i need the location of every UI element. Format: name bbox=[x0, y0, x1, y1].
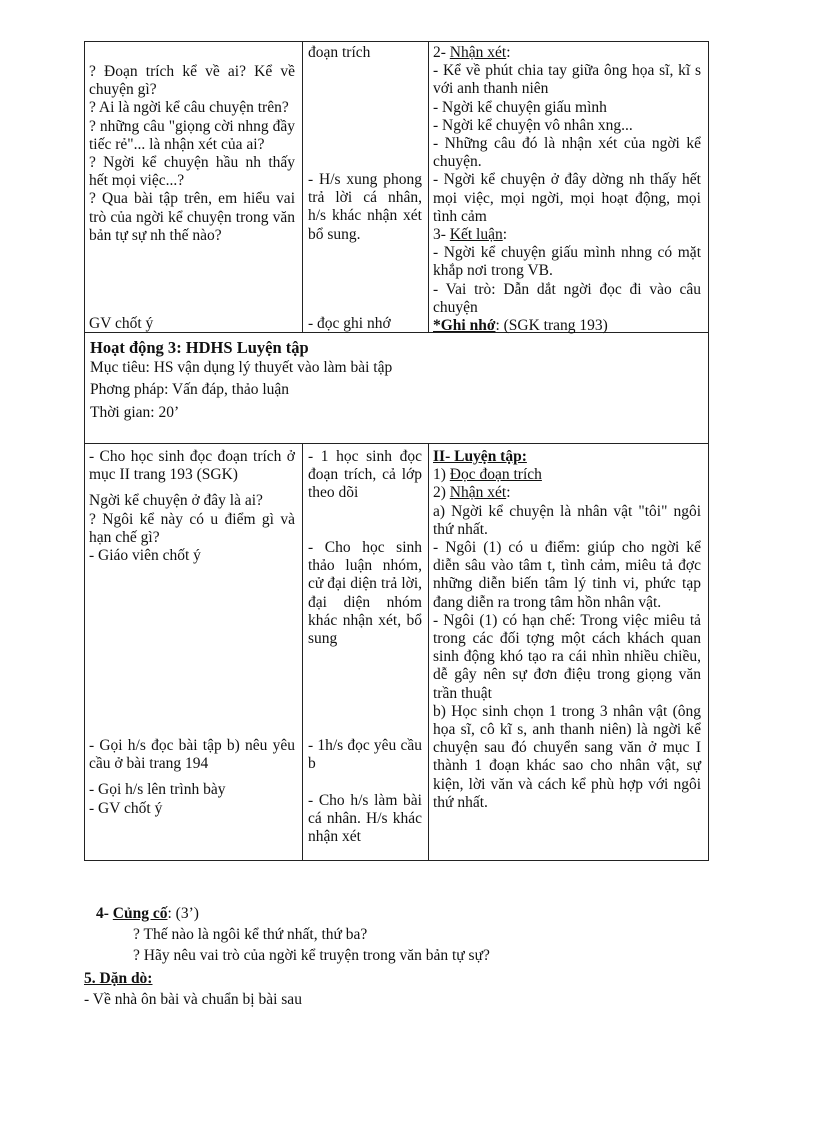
activity-thoi-gian: Thời gian: 20’ bbox=[90, 404, 180, 421]
instruction: - Giáo viên chốt ý bbox=[89, 547, 201, 565]
instruction: - Cho học sinh đọc đoạn trích ở mục II trang 193 (SGK) bbox=[89, 448, 295, 484]
table1-col2-mid: - H/s xung phong trả lời cá nhân, h/s khác nhận xét bổ sung. bbox=[308, 171, 422, 243]
table2-col1-a bbox=[89, 448, 295, 565]
table2-col2-c: - 1h/s đọc yêu cầu b bbox=[308, 737, 422, 773]
table2-col1-b bbox=[89, 737, 295, 818]
instruction: Ngời kể chuyện ở đây là ai? bbox=[89, 492, 263, 510]
cung-co-question-2: ? Hãy nêu vai trò của ngời kể truyện trong văn bản tự sự? bbox=[133, 947, 490, 964]
nhan-xet-item: - Ngời kể chuyện vô nhân xng... bbox=[433, 116, 633, 134]
ket-luan-heading: 3- Kết luận: bbox=[433, 226, 508, 244]
table2-col2-b: - Cho học sinh thảo luận nhóm, cử đại diện trả lời, đại diện nhóm khác nhận xét, bổ sung bbox=[308, 539, 422, 648]
table1-right-border bbox=[708, 41, 709, 333]
nhan-xet-item: - Ngời kể chuyện giấu mình bbox=[433, 98, 607, 116]
luyen-tap-para: b) Học sinh chọn 1 trong 3 nhân vật (ông họa sĩ, cô kĩ s, anh thanh niên) là ngời kể chuyện sau đó chuyển sang văn ở mục I thành 1 đoạn khác sao cho nhân vật, sự kiện, lời văn và cách kể phù hợp với ngôi thứ nhất. bbox=[433, 702, 701, 811]
table1-col2-last: - đọc ghi nhớ bbox=[308, 315, 391, 332]
cung-co-question-1: ? Thế nào là ngôi kể thứ nhất, thứ ba? bbox=[133, 926, 368, 943]
luyen-tap-para: - Ngôi (1) có hạn chế: Trong việc miêu tả trong các đối tợng một cách khách quan sinh động khó tạo ra cái nhìn nhiều chiều, dễ gây nên sự đơn điệu trong giọng văn trần thuật bbox=[433, 611, 701, 702]
activity-phuong-phap: Phơng pháp: Vấn đáp, thảo luận bbox=[90, 381, 290, 398]
table1-divider-1 bbox=[302, 41, 303, 333]
cung-co-heading: 4- Củng cố: (3’) bbox=[96, 905, 199, 922]
table2-left-border bbox=[84, 443, 85, 861]
nhan-xet-item: - Ngời kể chuyện ở đây dờng nh thấy hết mọi việc, mọi ngời, mọi hoạt động, mọi tình cảm bbox=[433, 171, 701, 225]
table1-col1 bbox=[89, 63, 295, 245]
table2-col2-d: - Cho h/s làm bài cá nhân. H/s khác nhận xét bbox=[308, 792, 422, 846]
nhan-xet-item: - Kể về phút chia tay giữa ông họa sĩ, kĩ s với anh thanh niên bbox=[433, 62, 701, 98]
question-5: ? Qua bài tập trên, em hiểu vai trò của ngời kể chuyện trong văn bản tự sự nh thế nào? bbox=[89, 190, 295, 244]
table2-col3 bbox=[433, 448, 701, 812]
dan-do-text: - Về nhà ôn bài và chuẩn bị bài sau bbox=[84, 991, 302, 1008]
instruction: - Gọi h/s đọc bài tập b) nêu yêu cầu ở bài trang 194 bbox=[89, 737, 295, 773]
nhan-xet-item: - Những câu đó là nhận xét của ngời kể chuyện. bbox=[433, 135, 701, 171]
table2-divider-1 bbox=[302, 443, 303, 861]
question-1: ? Đoạn trích kể về ai? Kể về chuyện gì? bbox=[89, 63, 295, 99]
table2-divider-2 bbox=[428, 443, 429, 861]
luyen-tap-item-1: 1) Đọc đoạn trích bbox=[433, 466, 542, 484]
question-3: ? những câu "giọng cời nhng đầy tiếc rẻ"... là nhận xét của ai? bbox=[89, 117, 295, 153]
dan-do-heading: 5. Dặn dò: bbox=[84, 970, 153, 987]
ket-luan-item: - Vai trò: Dẫn dắt ngời đọc đi vào câu chuyện bbox=[433, 280, 701, 316]
table1-col2-top: đoạn trích bbox=[308, 44, 371, 61]
instruction: - Gọi h/s lên trình bày bbox=[89, 781, 226, 799]
activity-right-border bbox=[708, 333, 709, 443]
ket-luan-item: - Ngời kể chuyện giấu mình nhng có mặt khắp nơi trong VB. bbox=[433, 244, 701, 280]
question-2: ? Ai là ngời kể câu chuyện trên? bbox=[89, 99, 289, 117]
activity-left-border bbox=[84, 333, 85, 443]
table1-left-border bbox=[84, 41, 85, 333]
table2-bottom-border bbox=[84, 860, 709, 861]
instruction: - GV chốt ý bbox=[89, 799, 163, 817]
nhan-xet-heading: 2- Nhận xét: bbox=[433, 44, 511, 61]
table1-col1-conclusion: GV chốt ý bbox=[89, 315, 154, 332]
luyen-tap-heading: II- Luyện tập: bbox=[433, 448, 527, 465]
luyen-tap-para: - Ngôi (1) có u điểm: giúp cho ngời kể diễn sâu vào tâm t, tình cảm, miêu tả đợc những diễn biến tâm lý tinh vi, phức tạp đang diễn ra trong tâm hồn nhân vật. bbox=[433, 539, 701, 611]
activity-title: Hoạt động 3: HDHS Luyện tập bbox=[90, 338, 309, 357]
table2-col2-a: - 1 học sinh đọc đoạn trích, cả lớp theo dõi bbox=[308, 448, 422, 502]
table1-divider-2 bbox=[428, 41, 429, 333]
table2-right-border bbox=[708, 443, 709, 861]
ghi-nho: *Ghi nhớ: (SGK trang 193) bbox=[433, 317, 608, 335]
activity-muc-tieu: Mục tiêu: HS vận dụng lý thuyết vào làm bài tập bbox=[90, 359, 393, 376]
activity-bottom-border bbox=[84, 443, 709, 444]
instruction: ? Ngôi kể này có u điểm gì và hạn chế gì? bbox=[89, 510, 295, 546]
luyen-tap-para: a) Ngời kể chuyện là nhân vật "tôi" ngôi thứ nhất. bbox=[433, 502, 701, 538]
table1-col3 bbox=[433, 44, 701, 335]
question-4: ? Ngời kể chuyện hầu nh thấy hết mọi việc...? bbox=[89, 154, 295, 190]
table1-top-border bbox=[84, 41, 709, 42]
luyen-tap-item-2: 2) Nhận xét: bbox=[433, 484, 511, 502]
